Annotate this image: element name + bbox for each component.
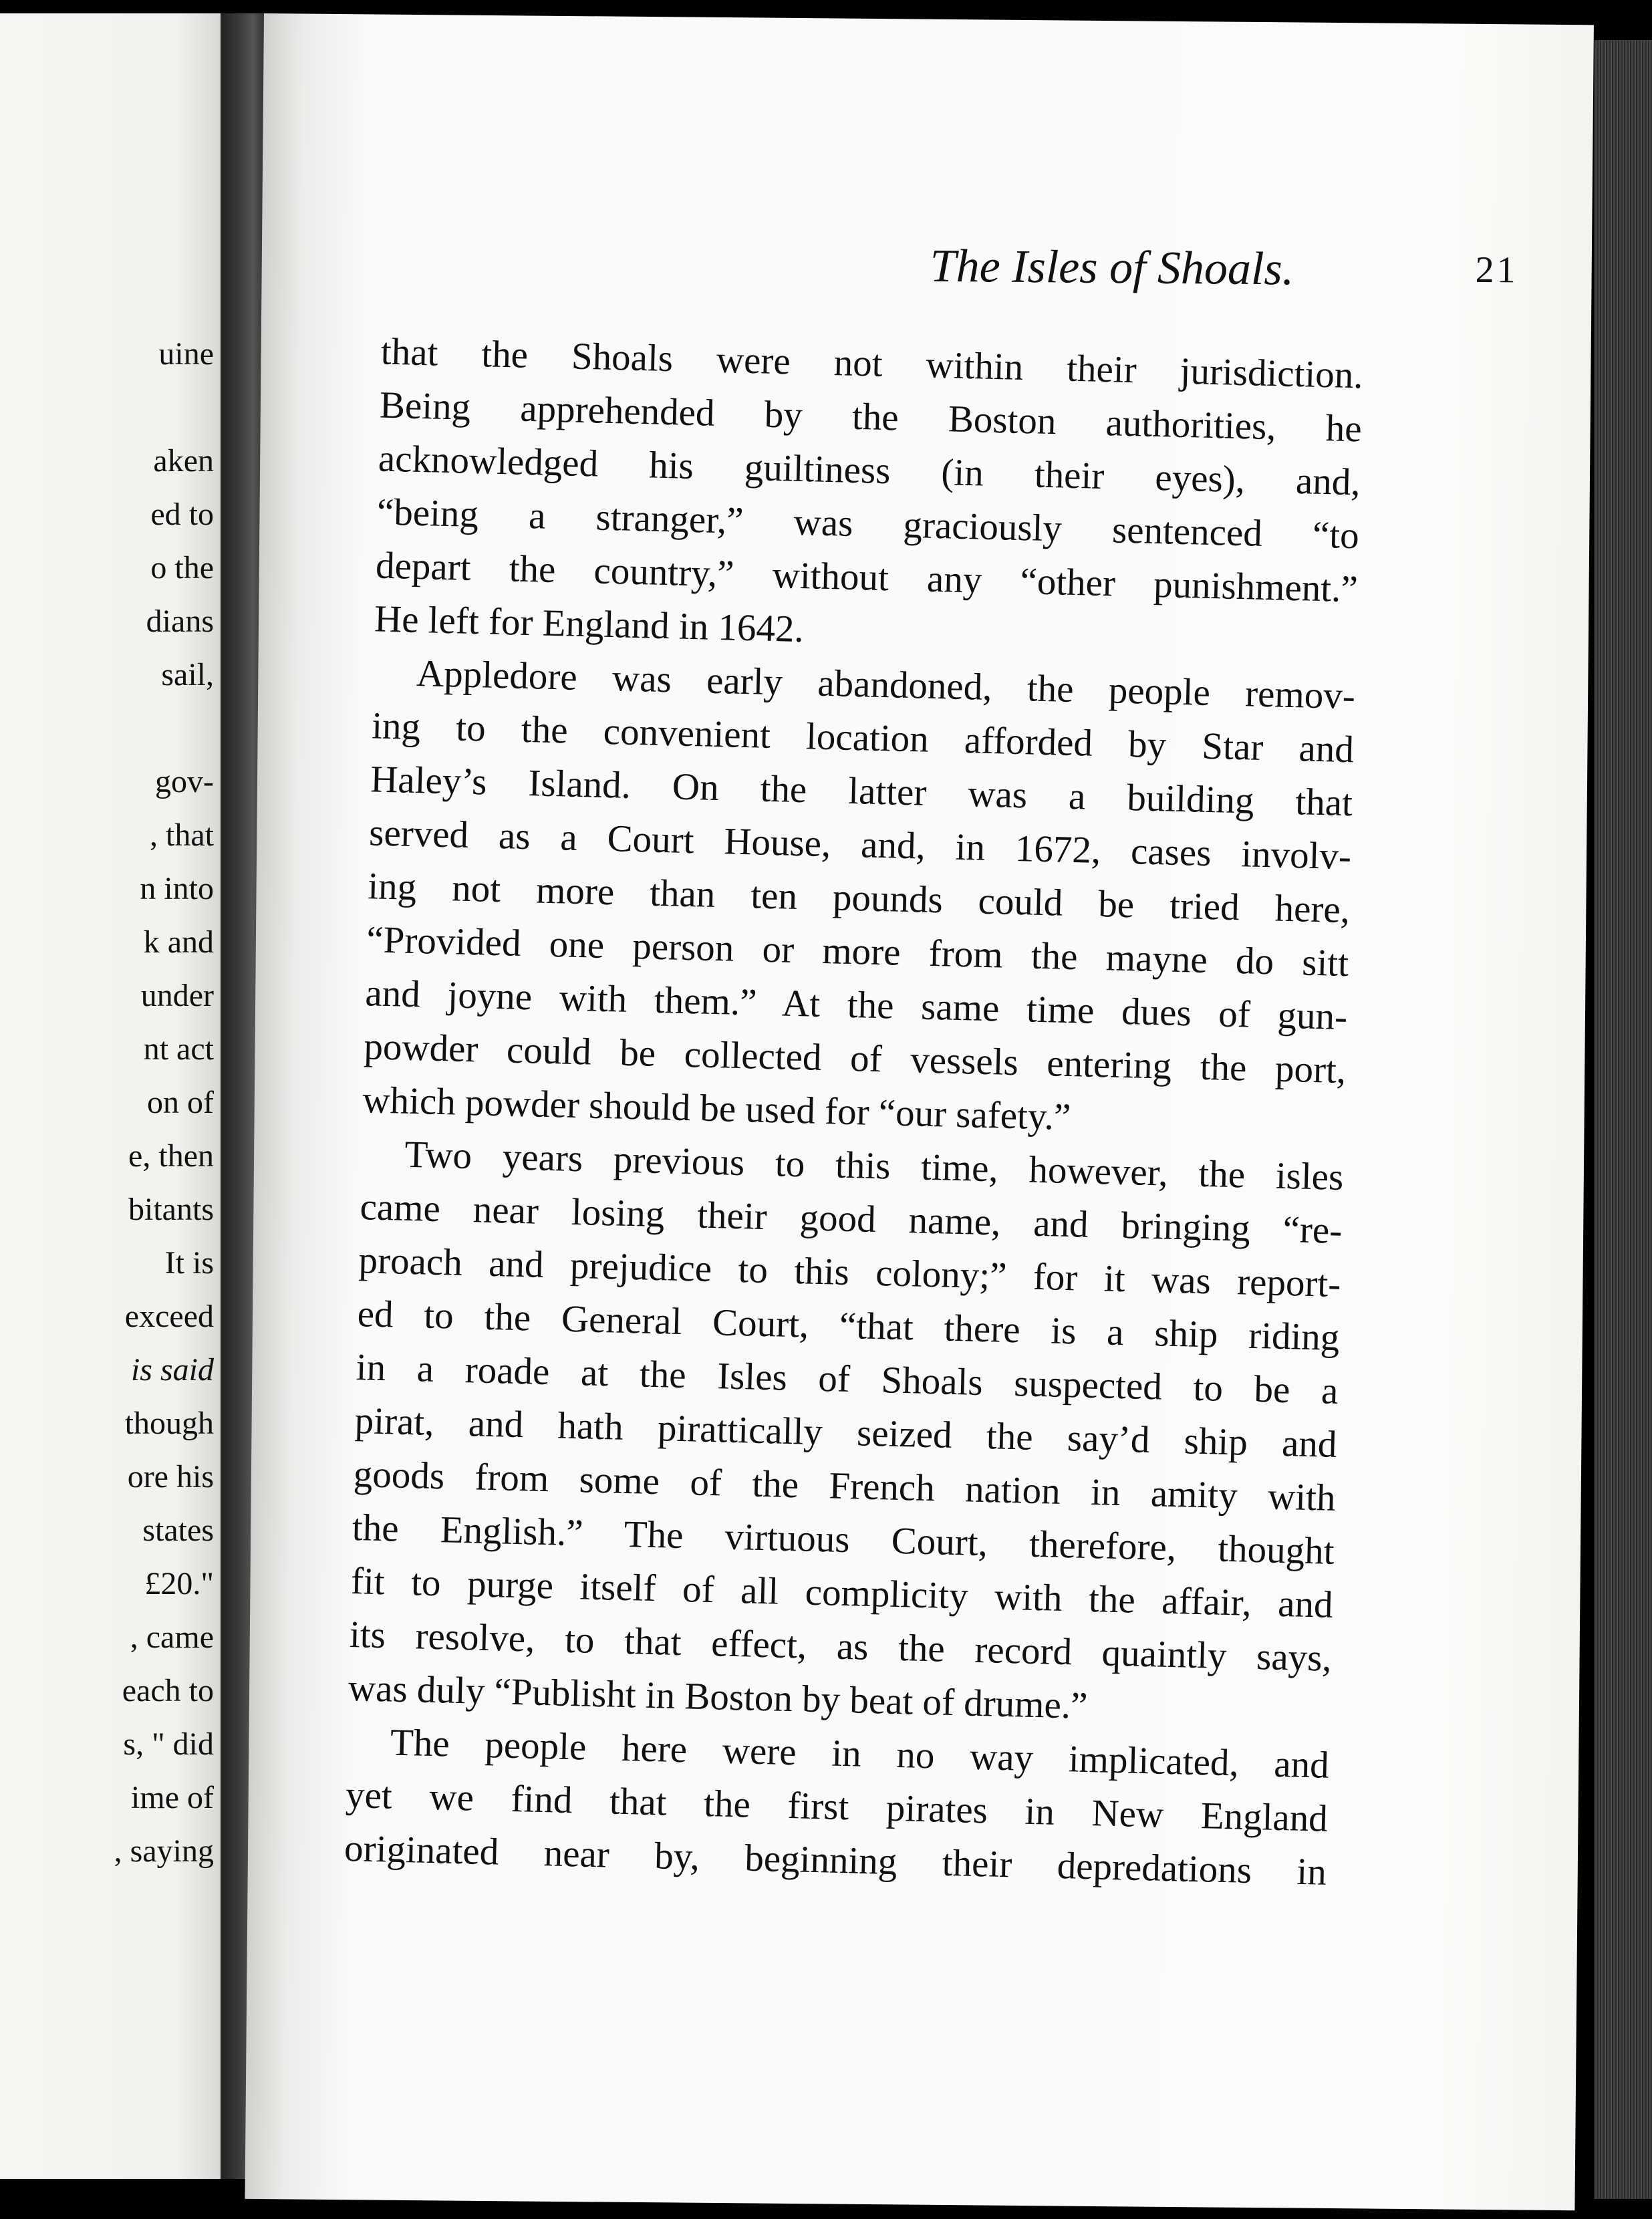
left-page-fragment bbox=[0, 13, 221, 2179]
left-page-line: under bbox=[140, 978, 214, 1013]
text-line: in a roade at the Isles of Shoals suspected to be a bbox=[356, 1346, 1339, 1412]
text-line: “Provided one person or more from the mayne do sitt bbox=[366, 918, 1349, 985]
text-line: acknowledged his guiltiness (in their eyes), and, bbox=[378, 437, 1361, 504]
left-page-line: though bbox=[124, 1406, 214, 1441]
left-page-line: uine bbox=[158, 336, 214, 372]
text-line: that the Shoals were not within their jurisdiction. bbox=[380, 330, 1364, 397]
right-page bbox=[245, 13, 1593, 2210]
left-page-line: aken bbox=[153, 443, 214, 479]
text-line: “being a stranger,” was graciously sentenced “to bbox=[376, 491, 1360, 557]
text-line: He left for England in 1642. bbox=[374, 598, 805, 651]
left-page-text bbox=[0, 328, 214, 1878]
text-line: and joyne with them.” At the same time dues of gun- bbox=[364, 972, 1348, 1039]
left-page-line: £20." bbox=[144, 1566, 214, 1601]
left-page-line: on of bbox=[147, 1085, 214, 1120]
text-line: Being apprehended by the Boston authorities, he bbox=[379, 384, 1363, 450]
text-line: Haley’s Island. On the latter was a building that bbox=[370, 758, 1353, 825]
page-number: 21 bbox=[1475, 249, 1518, 291]
left-page-line: ime of bbox=[131, 1780, 214, 1815]
text-line: Two years previous to this time, however, the isles bbox=[404, 1133, 1344, 1199]
body-text bbox=[343, 325, 1363, 1900]
running-head bbox=[930, 240, 1518, 312]
text-line: came near losing their good name, and bringing “re- bbox=[359, 1186, 1343, 1253]
text-line: Appledore was early abandoned, the people remov- bbox=[416, 652, 1356, 718]
left-page-line: s, " did bbox=[123, 1726, 214, 1762]
left-page-line: dians bbox=[146, 604, 214, 639]
left-page-line: states bbox=[142, 1513, 214, 1548]
text-line: which powder should be used for “our safety.” bbox=[362, 1079, 1072, 1139]
left-page-line: e, then bbox=[128, 1138, 214, 1174]
text-line: the English.” The virtuous Court, therefore, thought bbox=[352, 1507, 1335, 1573]
text-line: ing to the convenient location afforded by Star and bbox=[371, 704, 1355, 771]
left-page-line: exceed bbox=[124, 1299, 214, 1334]
left-page-line: nt act bbox=[143, 1031, 214, 1067]
text-line: goods from some of the French nation in amity with bbox=[353, 1453, 1337, 1519]
left-page-line: gov- bbox=[155, 764, 214, 799]
left-page-line: , that bbox=[150, 817, 214, 853]
text-line: fit to purge itself of all complicity with the affair, and bbox=[350, 1560, 1334, 1626]
text-line: pirat, and hath pirattically seized the say’d ship and bbox=[354, 1400, 1338, 1466]
running-title: The Isles of Shoals. bbox=[930, 240, 1294, 295]
left-page-line bbox=[0, 381, 214, 434]
left-page-line: It is bbox=[164, 1245, 214, 1281]
text-line: originated near by, beginning their depredations in bbox=[343, 1827, 1327, 1894]
text-line: proach and prejudice to this colony;” for it was report- bbox=[358, 1239, 1342, 1306]
text-line: The people here were in no way implicated, and bbox=[390, 1721, 1330, 1787]
left-page-line: each to bbox=[122, 1673, 214, 1708]
text-line: yet we find that the first pirates in New England bbox=[345, 1773, 1329, 1840]
left-page-line: o the bbox=[150, 550, 214, 585]
text-line: depart the country,” without any “other punishment.” bbox=[375, 544, 1359, 611]
left-page-line: bitants bbox=[128, 1192, 214, 1227]
left-page-line: n into bbox=[140, 871, 214, 906]
text-line: ed to the General Court, “that there is a ship riding bbox=[357, 1293, 1341, 1359]
left-page-line: k and bbox=[143, 924, 214, 960]
page-edge bbox=[1594, 40, 1652, 2199]
text-line: was duly “Publisht in Boston by beat of drume.” bbox=[348, 1666, 1089, 1727]
left-page-line: , saying bbox=[114, 1833, 214, 1869]
left-page-line: ore his bbox=[127, 1459, 214, 1494]
left-page-line: ed to bbox=[150, 497, 214, 532]
left-page-line: sail, bbox=[161, 657, 214, 692]
left-page-line: , came bbox=[130, 1619, 214, 1655]
text-line: its resolve, to that effect, as the record quaintly says, bbox=[349, 1613, 1333, 1680]
left-page-line: is said bbox=[130, 1352, 214, 1388]
text-line: powder could be collected of vessels entering the port, bbox=[363, 1025, 1347, 1092]
left-page-line bbox=[0, 702, 214, 755]
text-line: served as a Court House, and, in 1672, cases involv- bbox=[368, 811, 1352, 878]
text-line: ing not more than ten pounds could be tried here, bbox=[367, 865, 1351, 932]
